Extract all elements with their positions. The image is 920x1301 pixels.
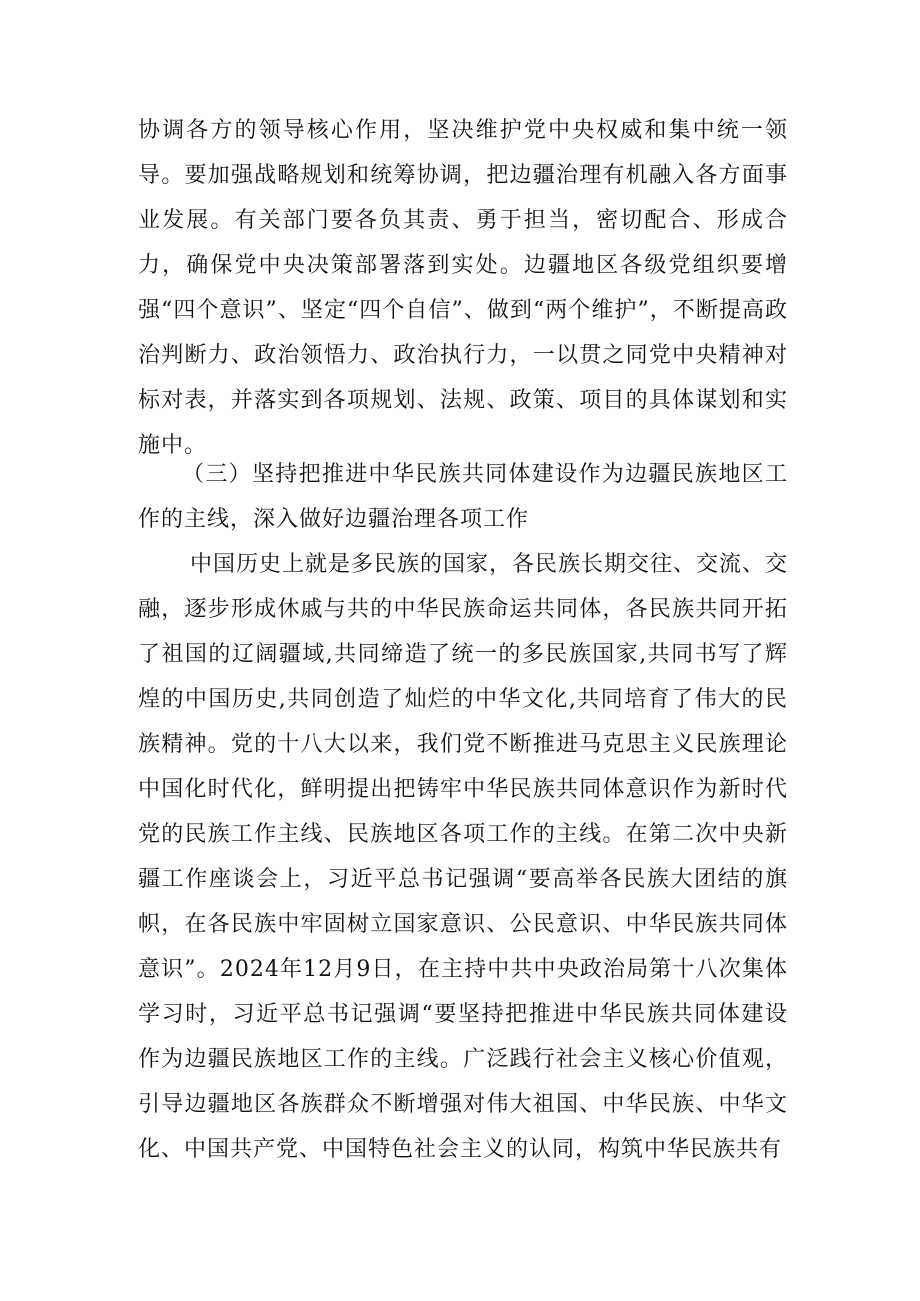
section-heading: （三）坚持把推进中华民族共同体建设作为边疆民族地区工作的主线，深入做好边疆治理各项工作 — [138, 462, 788, 532]
body-paragraph-2: 中国历史上就是多民族的国家，各民族长期交往、交流、交融，逐步形成休戚与共的中华民族命运共同体，各民族共同开拓了祖国的辽阔疆域,共同缔造了统一的多民族国家,共同书写了辉煌的中国历史,共同创造了灿烂的中华文化,共同培育了伟大的民族精神。党的十八大以来，我们党不断推进马克思主义民族理论中国化时代化，鲜明提出把铸牢中华民族共同体意识作为新时代党的民族工作主线、民族地区各项工作的主线。在第二次中央新疆工作座谈会上，习近平总书记强调“要高举各民族大团结的旗帜，在各民族中牢固树立国家意识、公民意识、中华民族共同体意识”。2024年12月9日，在主持中共中央政治局第十八次集体学习时，习近平总书记强调“要坚持把推进中华民族共同体建设作为边疆民族地区工作的主线。广泛践行社会主义核心价值观，引导边疆地区各族群众不断增强对伟大祖国、中华民族、中华文化、中国共产党、中国特色社会主义的认同，构筑中华民族共有 — [138, 552, 789, 1162]
body-paragraph-1: 协调各方的领导核心作用，坚决维护党中央权威和集中统一领导。要加强战略规划和统筹协调，把边疆治理有机融入各方面事业发展。有关部门要各负其责、勇于担当，密切配合、形成合力，确保党中央决策部署落到实处。边疆地区各级党组织要增强“四个意识”、坚定“四个自信”、做到“两个维护”，不断提高政治判断力、政治领悟力、政治执行力，一以贯之同党中央精神对标对表，并落实到各项规划、法规、政策、项目的具体谋划和实施中。 — [138, 118, 788, 458]
